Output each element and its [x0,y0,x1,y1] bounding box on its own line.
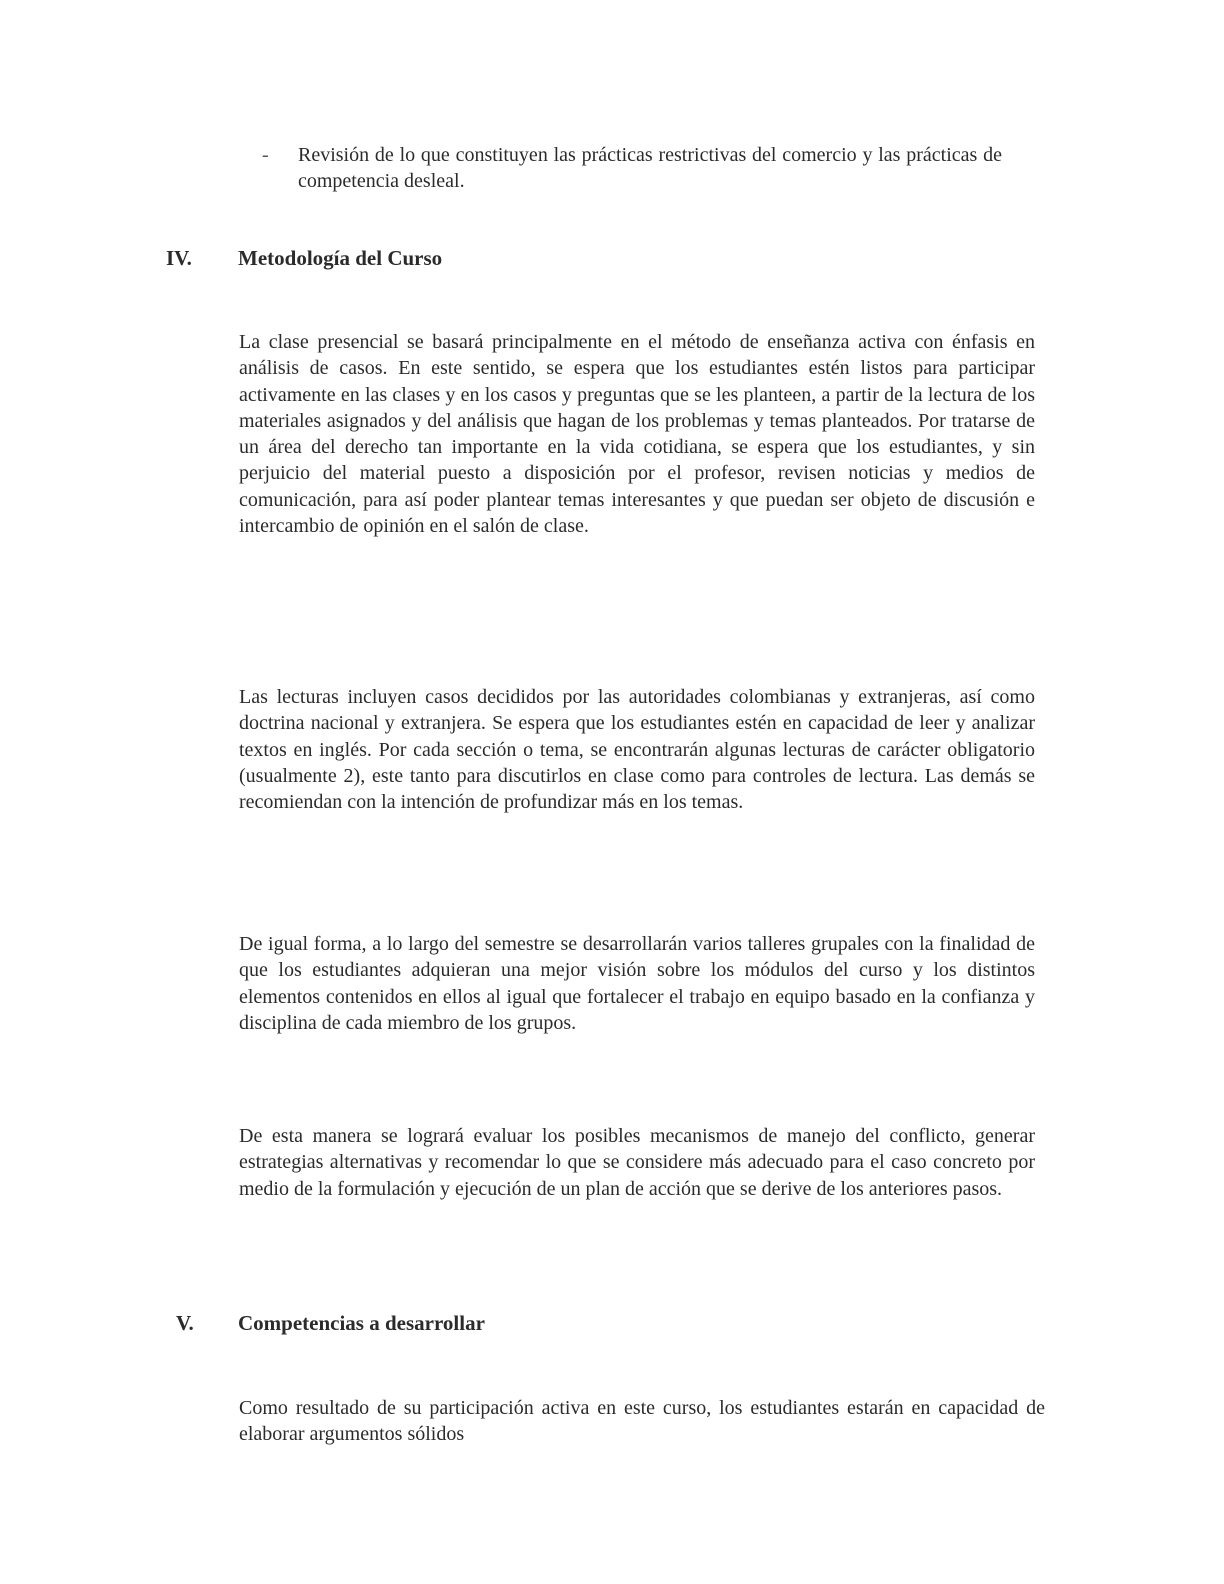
paragraph: De esta manera se logrará evaluar los posibles mecanismos de manejo del conflicto, generar estrategias alternativas y recomendar lo que se considere más adecuado para el caso concreto por medio de la formulación y ejecución de un plan de acción que se derive de los anteriores pasos. [239,1125,1035,1200]
bullet-text: Revisión de lo que constituyen las prácticas restrictivas del comercio y las prácticas de competencia desleal. [298,144,1002,192]
paragraph: Las lecturas incluyen casos decididos por las autoridades colombianas y extranjeras, así como doctrina nacional y extranjera. Se espera que los estudiantes estén en capacidad de leer y analizar textos en inglés. Por cada sección o tema, se encontrarán algunas lecturas de carácter obligatorio (usualmente 2), este tanto para discutirlos en clase como para controles de lectura. Las demás se recomiendan con la intención de profundizar más en los temas. [239,686,1035,814]
section-heading-v [176,1309,485,1337]
section-title: Competencias a desarrollar [238,1311,485,1335]
bullet-item [262,142,1002,194]
section-heading-iv [166,244,442,272]
bullet-marker: - [262,144,269,166]
paragraph: Como resultado de su participación activa en este curso, los estudiantes estarán en capacidad de elaborar argumentos sólidos [239,1397,1045,1446]
section-title: Metodología del Curso [238,246,443,270]
paragraph: De igual forma, a lo largo del semestre se desarrollarán varios talleres grupales con la finalidad de que los estudiantes adquieran una mejor visión sobre los módulos del curso y los distintos elementos contenidos en ellos al igual que fortalecer el trabajo en equipo basado en la confianza y disciplina de cada miembro de los grupos. [239,933,1035,1034]
section-number: IV. [166,246,192,270]
paragraph: La clase presencial se basará principalmente en el método de enseñanza activa con énfasis en análisis de casos. En este sentido, se espera que los estudiantes estén listos para participar activamente en las clases y en los casos y preguntas que se les planteen, a partir de la lectura de los materiales asignados y del análisis que hagan de los problemas y temas planteados. Por tratarse de un área del derecho tan importante en la vida cotidiana, se espera que los estudiantes, y sin perjuicio del material puesto a disposición por el profesor, revisen noticias y medios de comunicación, para así poder plantear temas interesantes y que puedan ser objeto de discusión e intercambio de opinión en el salón de clase. [239,331,1035,538]
section-number: V. [176,1311,194,1335]
